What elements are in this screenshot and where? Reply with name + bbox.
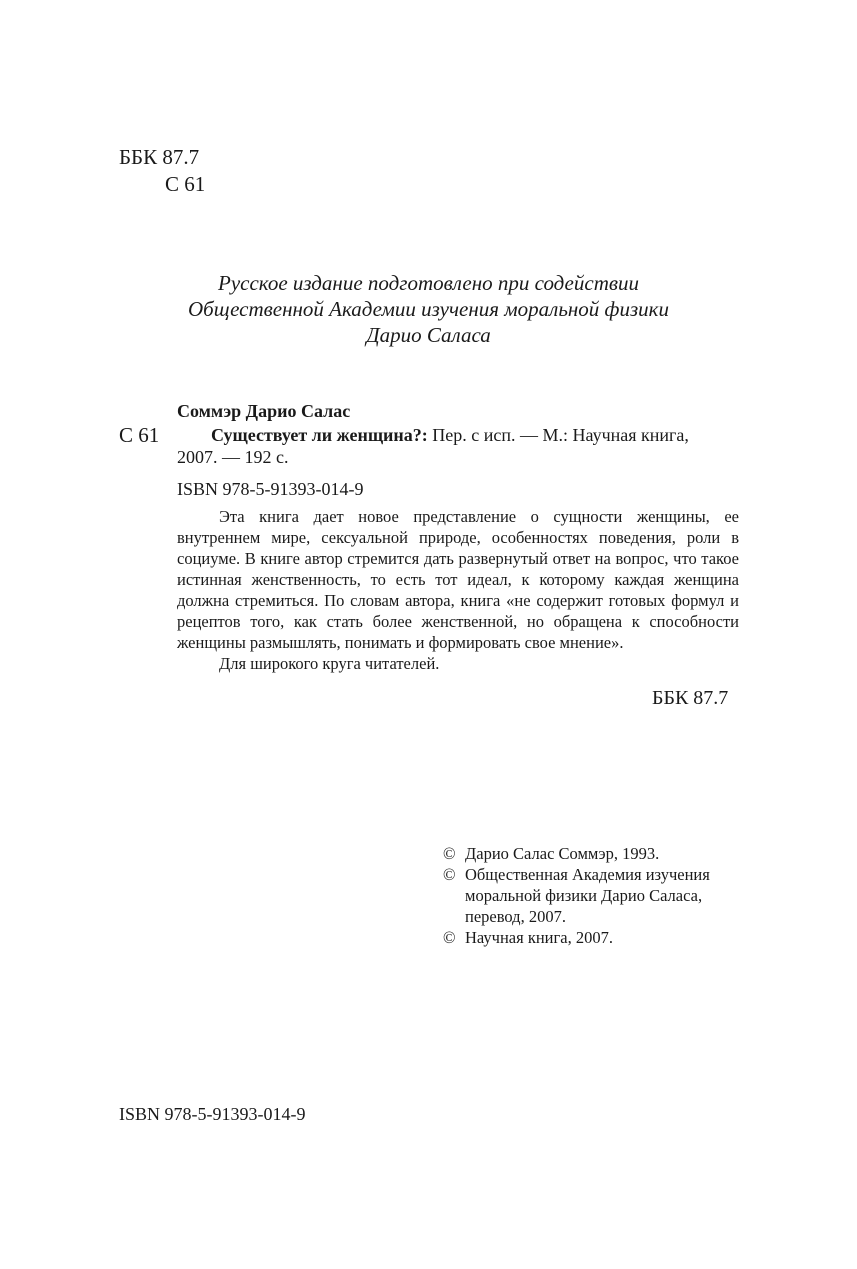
copyright-line: © Научная книга, 2007. [443,928,613,947]
annotation-audience: Для широкого круга читателей. [219,654,440,673]
title-details: Пер. с исп. — М.: Научная книга, [427,425,689,445]
catalog-author: Соммэр Дарио Салас [177,401,351,421]
copyright-symbol: © [443,928,456,947]
copyright-line-continued: перевод, 2007. [465,907,566,926]
isbn-bottom: ISBN 978-5-91393-014-9 [119,1104,306,1124]
book-title: Существует ли женщина?: [211,425,428,445]
catalog-title-line [211,425,689,446]
copyright-line: © Общественная Академия изучения [443,865,710,884]
copyright-line: © Дарио Салас Соммэр, 1993. [443,844,660,863]
catalog-code: С 61 [119,423,160,447]
credit-line-1: Русское издание подготовлено при содействии [218,271,639,295]
author-mark: С 61 [165,172,206,196]
bbk-code: ББК 87.7 [119,145,200,169]
bbk-classification-top [119,144,205,198]
credit-line-3: Дарио Саласа [366,323,491,347]
credit-line-2: Общественной Академии изучения моральной физики [188,297,669,321]
copyright-block [443,843,710,948]
annotation-text: Эта книга дает новое представление о сущности женщины, ее внутреннем мире, сексуальной природе, особенностях поведения, роли в социуме. В книге автор стремится дать развернутый ответ на вопрос, что такое истинная женственность, то есть тот идеал, к которому каждая женщина должна стремиться. По словам автора, книга «не содержит готовых формул и рецептов того, как стать более женственной, но обращена к способности женщины размышлять, понимать и формировать свое мнение». [177,507,739,652]
copyright-line-continued: моральной физики Дарио Саласа, [465,886,703,905]
copyright-symbol: © [443,844,456,863]
catalog-imprint: 2007. — 192 с. [177,447,289,467]
bbk-code-right: ББК 87.7 [652,687,729,709]
catalog-isbn: ISBN 978-5-91393-014-9 [177,479,364,499]
edition-credit [0,270,857,348]
copyright-symbol: © [443,865,456,884]
annotation [177,506,739,674]
